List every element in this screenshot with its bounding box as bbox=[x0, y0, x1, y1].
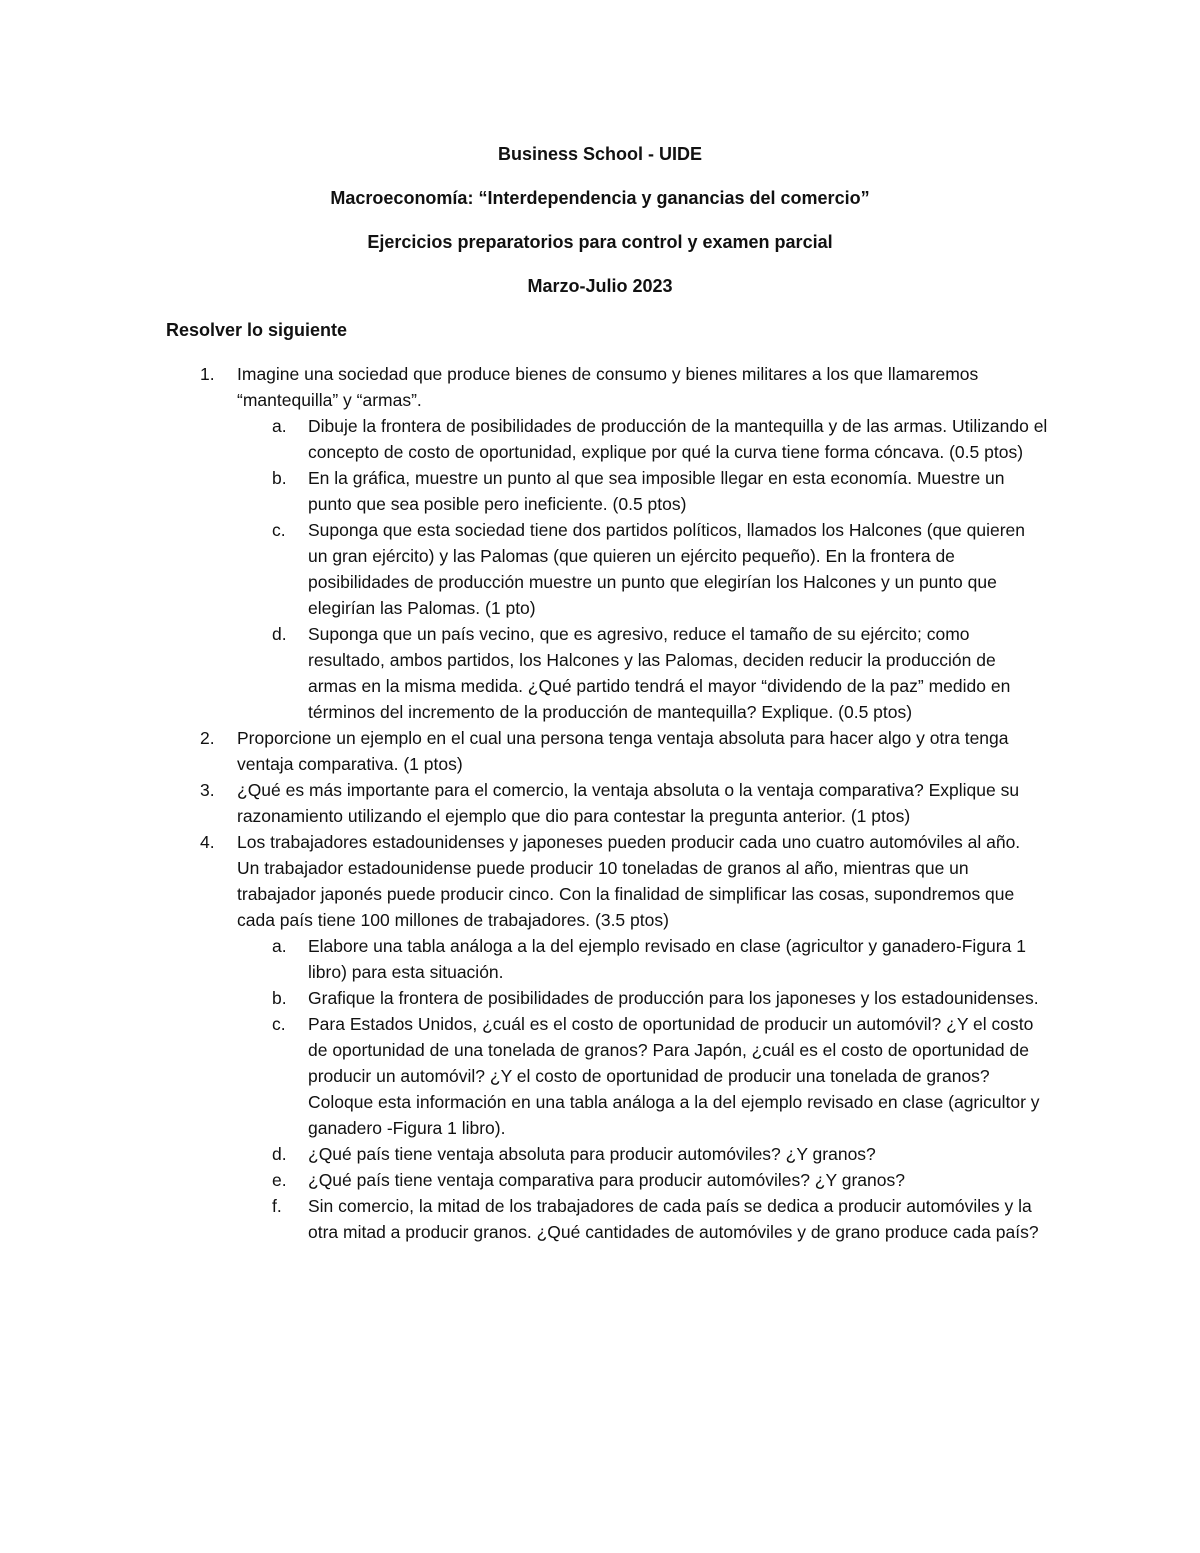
section-title: Resolver lo siguiente bbox=[166, 320, 348, 340]
school-title: Business School - UIDE bbox=[497, 144, 703, 164]
course-title: Macroeconomía: “Interdependencia y ganancias del comercio” bbox=[330, 188, 870, 208]
part-letter: e. bbox=[272, 1170, 287, 1190]
question-1-part-a bbox=[0, 413, 1048, 465]
term-title: Marzo-Julio 2023 bbox=[527, 276, 673, 296]
question-4-part-d bbox=[0, 1141, 1048, 1167]
part-text: Suponga que un país vecino, que es agresivo, reduce el tamaño de su ejército; como resultado, ambos partidos, los Halcones y las Palomas, deciden reducir la producción de armas en la misma medida. ¿Qué partido tendrá el mayor “dividendo de la paz” medido en términos del incremento de la producción de mantequilla? Explique. (0.5 ptos) bbox=[308, 624, 1011, 722]
question-1-part-c bbox=[0, 517, 1048, 621]
part-text: ¿Qué país tiene ventaja absoluta para producir automóviles? ¿Y granos? bbox=[308, 1144, 876, 1164]
part-text: Elabore una tabla análoga a la del ejemplo revisado en clase (agricultor y ganadero-Figura 1 libro) para esta situación. bbox=[308, 936, 1026, 982]
exercise-title: Ejercicios preparatorios para control y examen parcial bbox=[367, 232, 833, 252]
question-number: 3. bbox=[200, 780, 215, 800]
part-letter: b. bbox=[272, 468, 287, 488]
question-4-part-f bbox=[0, 1193, 1048, 1245]
part-letter: c. bbox=[272, 1014, 286, 1034]
question-4-part-b bbox=[0, 985, 1048, 1011]
question-text: Proporcione un ejemplo en el cual una persona tenga ventaja absoluta para hacer algo y otra tenga ventaja comparativa. (1 ptos) bbox=[237, 728, 1009, 774]
question-text: ¿Qué es más importante para el comercio, la ventaja absoluta o la ventaja comparativa? Explique su razonamiento utilizando el ejemplo que dio para contestar la pregunta anterior. (1 ptos) bbox=[237, 780, 1020, 826]
part-letter: a. bbox=[272, 936, 287, 956]
part-text: Dibuje la frontera de posibilidades de producción de la mantequilla y de las armas. Utilizando el concepto de costo de oportunidad, explique por qué la curva tiene forma cóncava. (0.5 ptos) bbox=[308, 416, 1048, 462]
part-text: Para Estados Unidos, ¿cuál es el costo de oportunidad de producir un automóvil? ¿Y el costo de oportunidad de una tonelada de granos? Para Japón, ¿cuál es el costo de oportunidad de producir un automóvil? ¿Y el costo de oportunidad de producir una tonelada de granos? Coloque esta información en una tabla análoga a la del ejemplo revisado en clase (agricultor y ganadero -Figura 1 libro). bbox=[308, 1014, 1040, 1138]
question-list bbox=[0, 361, 1200, 1245]
part-letter: d. bbox=[272, 1144, 287, 1164]
question-3 bbox=[0, 777, 1037, 829]
part-text: Suponga que esta sociedad tiene dos partidos políticos, llamados los Halcones (que quieren un gran ejército) y las Palomas (que quieren un ejército pequeño). En la frontera de posibilidades de producción muestre un punto que elegirían los Halcones y un punto que elegirían las Palomas. (1 pto) bbox=[308, 520, 1025, 618]
question-4 bbox=[0, 829, 1037, 933]
question-text: Imagine una sociedad que produce bienes de consumo y bienes militares a los que llamaremos “mantequilla” y “armas”. bbox=[237, 364, 979, 410]
part-text: ¿Qué país tiene ventaja comparativa para producir automóviles? ¿Y granos? bbox=[308, 1170, 905, 1190]
part-text: Sin comercio, la mitad de los trabajadores de cada país se dedica a producir automóviles y la otra mitad a producir granos. ¿Qué cantidades de automóviles y de grano produce cada país? bbox=[308, 1196, 1039, 1242]
part-letter: d. bbox=[272, 624, 287, 644]
part-text: En la gráfica, muestre un punto al que sea imposible llegar en esta economía. Muestre un punto que sea posible pero ineficiente. (0.5 ptos) bbox=[308, 468, 1005, 514]
part-text: Grafique la frontera de posibilidades de producción para los japoneses y los estadounidenses. bbox=[308, 988, 1039, 1008]
question-4-part-a bbox=[0, 933, 1048, 985]
question-1 bbox=[0, 361, 1037, 413]
question-number: 4. bbox=[200, 832, 215, 852]
question-number: 1. bbox=[200, 364, 215, 384]
question-text: Los trabajadores estadounidenses y japoneses pueden producir cada uno cuatro automóviles al año. Un trabajador estadounidense puede producir 10 toneladas de granos al año, mientras que un trabajador japonés puede producir cinco. Con la finalidad de simplificar las cosas, supondremos que cada país tiene 100 millones de trabajadores. (3.5 ptos) bbox=[237, 832, 1021, 930]
question-1-part-d bbox=[0, 621, 1048, 725]
part-letter: a. bbox=[272, 416, 287, 436]
question-4-part-e bbox=[0, 1167, 1048, 1193]
question-2 bbox=[0, 725, 1037, 777]
question-4-part-c bbox=[0, 1011, 1048, 1141]
question-number: 2. bbox=[200, 728, 215, 748]
part-letter: c. bbox=[272, 520, 286, 540]
part-letter: f. bbox=[272, 1196, 282, 1216]
question-1-part-b bbox=[0, 465, 1048, 517]
part-letter: b. bbox=[272, 988, 287, 1008]
